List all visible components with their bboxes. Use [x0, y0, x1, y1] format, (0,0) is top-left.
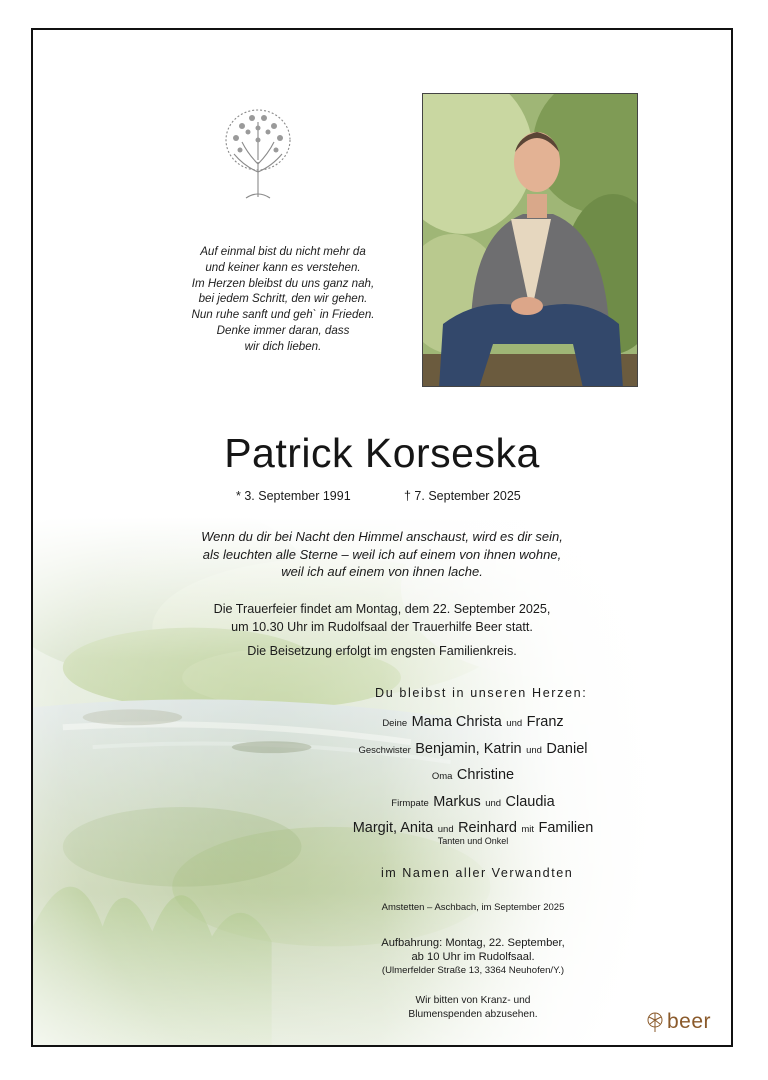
mourner-name: Mama Christa [411, 714, 502, 730]
mourner-name: Claudia [505, 793, 555, 810]
quote-line: weil ich auf einem von ihnen lache. [281, 564, 483, 579]
mourner-name: Christine [456, 767, 515, 783]
no-flowers-request [333, 994, 613, 1022]
mourner-line [333, 792, 613, 819]
mourner-line [333, 765, 613, 792]
poem-line: Auf einmal bist du nicht mehr da [200, 245, 366, 258]
mourner-name: Benjamin, Katrin [415, 740, 522, 757]
conjunction: und [485, 797, 502, 809]
mourners-list [333, 712, 613, 846]
poem-line: Im Herzen bleibst du uns ganz nah, [191, 276, 375, 290]
relation-prefix: Oma [431, 771, 453, 782]
deceased-name: Patrick Korseska [224, 430, 540, 476]
request-line: Wir bitten von Kranz- und [415, 995, 531, 1006]
poem-line: bei jedem Schritt, den wir gehen. [198, 292, 368, 306]
dandelion-icon [645, 1011, 665, 1033]
quote-line: als leuchten alle Sterne – weil ich auf einem von ihnen wohne, [202, 546, 562, 562]
conjunction: und [506, 718, 523, 729]
conjunction: und [437, 824, 454, 835]
place-and-date: Amstetten – Aschbach, im September 2025 [381, 902, 565, 913]
relation-prefix: Firmpate [391, 797, 429, 809]
funeral-home-logo [645, 1010, 711, 1034]
in-hearts-heading: Du bleibst in unseren Herzen: [375, 686, 588, 700]
poem [133, 244, 433, 355]
poem-line: und keiner kann es verstehen. [205, 260, 361, 274]
mourner-line [333, 739, 613, 766]
viewing-line: ab 10 Uhr im Rudolfsaal. [411, 951, 535, 963]
obituary-frame [31, 28, 733, 1047]
mourner-name: Franz [526, 714, 564, 730]
relation-subtitle: Tanten und Onkel [437, 835, 509, 846]
mourner-name: Markus [433, 793, 481, 810]
brand-wordmark: beer [667, 1010, 712, 1033]
service-line: Die Trauerfeier findet am Montag, dem 22. September 2025, [213, 602, 551, 616]
mourner-line [333, 712, 613, 739]
birth-date: * 3. September 1991 [236, 489, 351, 503]
viewing-line: Aufbahrung: Montag, 22. September, [381, 937, 565, 949]
request-line: Blumenspenden abzusehen. [408, 1009, 538, 1020]
on-behalf-of-relatives: im Namen aller Verwandten [381, 866, 574, 880]
conjunction: mit [521, 824, 535, 835]
poem-line: Nun ruhe sanft und geh` in Frieden. [191, 308, 375, 322]
mourner-name: Margit, Anita [352, 820, 434, 836]
mourner-name: Daniel [546, 740, 588, 757]
portrait-photo [422, 93, 638, 387]
mourner-name: Familien [538, 820, 594, 836]
funeral-service-info [33, 601, 731, 636]
memorial-quote [33, 528, 731, 581]
tree-of-life-icon [222, 102, 294, 202]
viewing-address: (Ulmerfelder Straße 13, 3364 Neuhofen/Y.) [381, 965, 565, 976]
poem-line: Denke immer daran, dass [216, 323, 350, 337]
portrait-illustration [423, 94, 638, 387]
service-line: um 10.30 Uhr im Rudolfsaal der Trauerhilfe Beer statt. [231, 619, 533, 634]
relation-prefix: Geschwister [358, 744, 411, 756]
burial-info: Die Beisetzung erfolgt im engsten Familienkreis. [247, 644, 517, 658]
quote-line: Wenn du dir bei Nacht den Himmel anschaust, wird es dir sein, [201, 529, 563, 544]
relation-prefix: Deine [382, 718, 408, 729]
death-date: † 7. September 2025 [404, 489, 521, 503]
viewing-info [333, 936, 613, 978]
poem-line: wir dich lieben. [244, 339, 322, 353]
conjunction: und [526, 744, 542, 756]
mourner-name: Reinhard [458, 820, 517, 836]
